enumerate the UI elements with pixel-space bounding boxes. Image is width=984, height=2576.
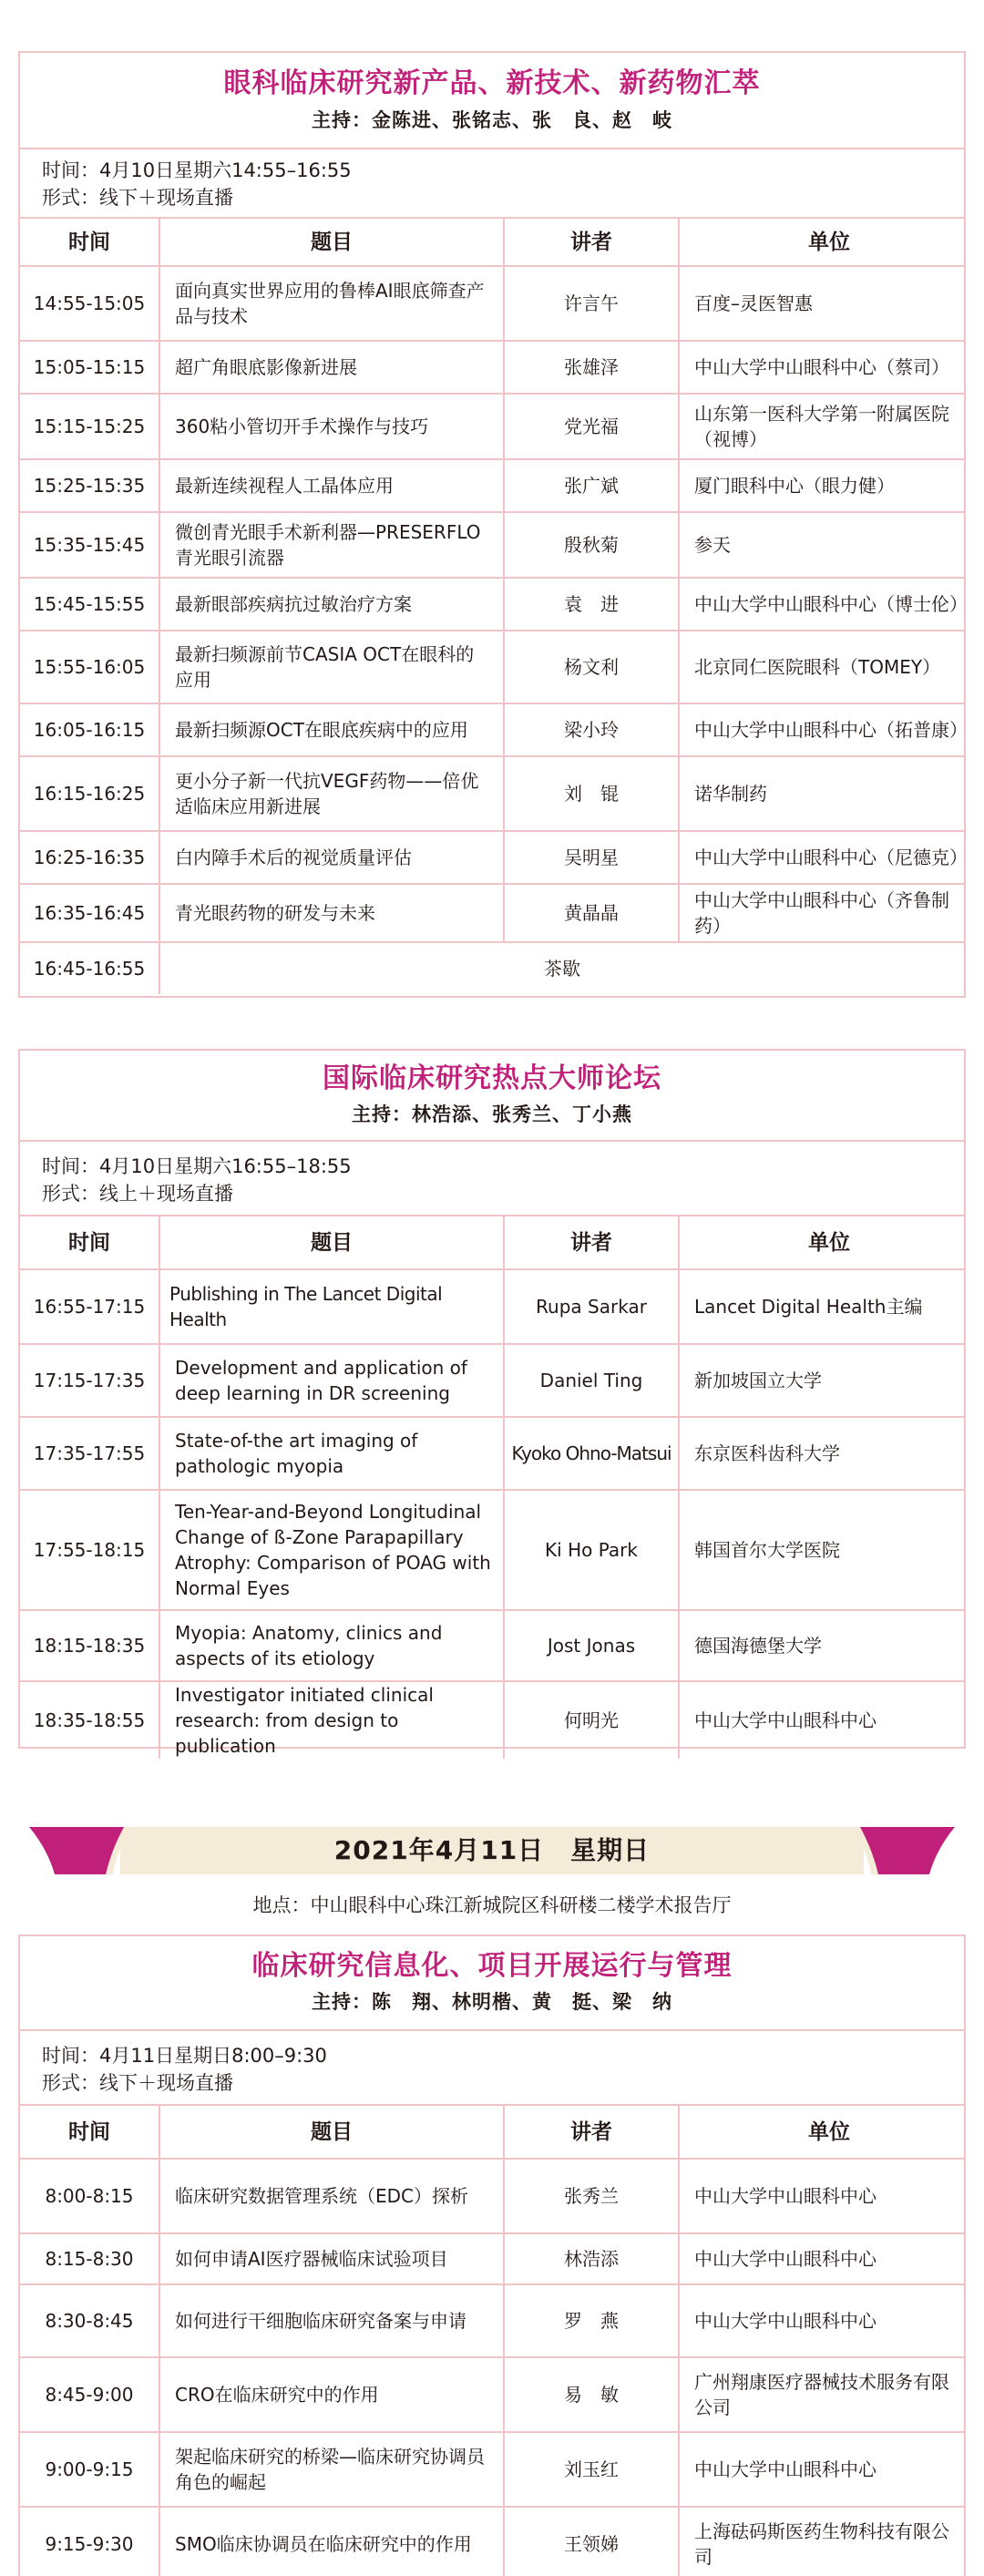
row-topic: CRO在临床研究中的作用: [159, 2357, 504, 2432]
row-time: 8:00-8:15: [20, 2159, 159, 2233]
table-row: [20, 2432, 964, 2507]
session-new-products: [18, 51, 966, 998]
schedule-table: [20, 1216, 964, 1759]
header-time: 时间: [20, 219, 159, 266]
table-row: [20, 2159, 964, 2233]
session-title: 国际临床研究热点大师论坛: [323, 1062, 661, 1094]
table-row: [20, 2357, 964, 2432]
row-topic: Investigator initiated clinical research: from design to publication: [159, 1681, 504, 1759]
row-speaker: 许言午: [504, 266, 679, 341]
schedule-table: [20, 219, 968, 994]
row-topic: Development and application of deep learning in DR screening: [159, 1344, 504, 1417]
header-unit: 单位: [679, 219, 964, 266]
row-topic: 360粘小管切开手术操作与技巧: [159, 394, 504, 459]
row-time: 9:15-9:30: [20, 2507, 159, 2576]
session-hosts: 主持：金陈进、张铭志、张 良、赵 岐: [312, 109, 672, 131]
header-time: 时间: [20, 1216, 159, 1269]
row-topic: 微创青光眼手术新利器—PRESERFLO青光眼引流器: [159, 512, 504, 578]
row-speaker: 何明光: [504, 1681, 679, 1759]
header-topic: 题目: [159, 219, 504, 266]
table-row: [20, 459, 964, 512]
header-unit: 单位: [679, 1216, 964, 1269]
row-time: 15:05-15:15: [20, 341, 159, 394]
row-time: 18:15-18:35: [20, 1610, 159, 1681]
row-topic: 最新扫频源前节CASIA OCT在眼科的应用: [159, 631, 504, 703]
table-row: [20, 631, 964, 703]
table-row: [20, 1681, 964, 1759]
row-time: 16:35-16:45: [20, 884, 159, 942]
row-unit: 厦门眼科中心（眼力健）: [679, 459, 964, 512]
row-unit: 中山大学中山眼科中心（博士伦）: [679, 578, 964, 631]
table-header-row: [20, 219, 964, 266]
row-time: 8:30-8:45: [20, 2284, 159, 2357]
row-time: 15:55-16:05: [20, 631, 159, 703]
row-time: 16:45-16:55: [20, 942, 159, 994]
row-topic: 最新连续视程人工晶体应用: [159, 459, 504, 512]
session-format: 形式：线下＋现场直播: [42, 2072, 233, 2094]
session-header: [20, 1936, 964, 2031]
session-info: [20, 149, 964, 219]
table-row-break: [20, 942, 964, 994]
row-unit: 中山大学中山眼科中心: [679, 2233, 964, 2284]
session-time: 时间：4月11日星期日8:00–9:30: [42, 2045, 327, 2067]
row-speaker: 梁小玲: [504, 703, 679, 756]
row-speaker: 刘玉红: [504, 2432, 679, 2507]
row-topic: Publishing in The Lancet Digital Health: [159, 1269, 504, 1344]
header-unit: 单位: [679, 2106, 964, 2159]
row-unit: 中山大学中山眼科中心: [694, 1709, 876, 1731]
session-time: 时间：4月10日星期六16:55–18:55: [42, 1155, 352, 1177]
row-unit: 韩国首尔大学医院: [679, 1490, 964, 1610]
row-time: 9:00-9:15: [20, 2432, 159, 2507]
row-unit: 中山大学中山眼科中心: [679, 2284, 964, 2357]
table-header-row: [20, 1216, 964, 1269]
row-time: 8:15-8:30: [20, 2233, 159, 2284]
schedule-table: [20, 2106, 964, 2576]
row-speaker: 党光福: [504, 394, 679, 459]
table-row: [20, 266, 964, 341]
venue-location: 地点：中山眼科中心珠江新城院区科研楼二楼学术报告厅: [252, 1894, 732, 1916]
row-unit: 中山大学中山眼科中心: [679, 2432, 964, 2507]
session-info: [20, 2031, 964, 2106]
row-time: 8:45-9:00: [20, 2357, 159, 2432]
row-time: 17:55-18:15: [20, 1490, 159, 1610]
table-row: [20, 1610, 964, 1681]
table-row: [20, 512, 964, 578]
row-speaker: 袁 进: [504, 578, 679, 631]
row-unit: 新加坡国立大学: [679, 1344, 964, 1417]
row-topic: Ten-Year-and-Beyond Longitudinal Change of ß-Zone Parapapillary Atrophy: Comparison of POAG with Normal Eyes: [159, 1490, 504, 1610]
table-row: [20, 703, 964, 756]
header-topic: 题目: [159, 2106, 504, 2159]
row-topic: 白内障手术后的视觉质量评估: [159, 831, 504, 884]
row-topic: State-of-the art imaging of pathologic myopia: [159, 1417, 504, 1490]
session-clinical-research-management: [18, 1935, 966, 2576]
table-row: [20, 1417, 964, 1490]
row-time: 16:15-16:25: [20, 756, 159, 831]
row-speaker: Ki Ho Park: [504, 1490, 679, 1610]
row-speaker: 杨文利: [504, 631, 679, 703]
header-time: 时间: [20, 2106, 159, 2159]
table-row: [20, 1344, 964, 1417]
table-row: [20, 884, 964, 942]
row-unit: 山东第一医科大学第一附属医院（视博）: [679, 394, 964, 459]
table-header-row: [20, 2106, 964, 2159]
row-speaker: Kyoko Ohno-Matsui: [504, 1417, 679, 1490]
header-speaker: 讲者: [504, 219, 679, 266]
row-unit: 德国海德堡大学: [679, 1610, 964, 1681]
row-speaker: Jost Jonas: [504, 1610, 679, 1681]
row-topic: 如何进行干细胞临床研究备案与申请: [159, 2284, 504, 2357]
row-time: 17:35-17:55: [20, 1417, 159, 1490]
table-row: [20, 2284, 964, 2357]
row-time: 16:55-17:15: [20, 1269, 159, 1344]
row-time: 17:15-17:35: [20, 1344, 159, 1417]
session-info: [20, 1142, 964, 1216]
session-title: 眼科临床研究新产品、新技术、新药物汇萃: [223, 67, 761, 99]
row-speaker: 罗 燕: [504, 2284, 679, 2357]
session-title: 临床研究信息化、项目开展运行与管理: [251, 1950, 733, 1982]
row-time: 14:55-15:05: [20, 266, 159, 341]
row-topic: 青光眼药物的研发与未来: [159, 884, 504, 942]
session-hosts: 主持：陈 翔、林明楷、黄 挺、梁 纳: [312, 1991, 672, 2013]
session-header: [20, 1051, 964, 1142]
table-row: [20, 1490, 964, 1610]
row-speaker: 易 敏: [504, 2357, 679, 2432]
row-unit: 北京同仁医院眼科（TOMEY）: [679, 631, 964, 703]
row-time: 15:35-15:45: [20, 512, 159, 578]
session-header: [20, 53, 964, 149]
row-speaker: 王领娣: [504, 2507, 679, 2576]
row-unit: 诺华制药: [679, 756, 964, 831]
row-unit: 上海砝码斯医药生物科技有限公司: [694, 2520, 949, 2568]
row-unit: 东京医科齿科大学: [679, 1417, 964, 1490]
row-unit: Lancet Digital Health主编: [679, 1269, 964, 1344]
row-speaker: 刘 锟: [504, 756, 679, 831]
session-format: 形式：线上＋现场直播: [42, 1183, 233, 1205]
tea-break-label: 茶歇: [544, 958, 580, 980]
row-topic: 超广角眼底影像新进展: [159, 341, 504, 394]
header-speaker: 讲者: [504, 1216, 679, 1269]
row-unit: 参天: [679, 512, 964, 578]
row-time: 15:25-15:35: [20, 459, 159, 512]
row-unit: 中山大学中山眼科中心（尼德克）: [679, 831, 964, 884]
row-topic: 最新眼部疾病抗过敏治疗方案: [159, 578, 504, 631]
row-time: 16:05-16:15: [20, 703, 159, 756]
row-unit: 中山大学中山眼科中心（蔡司）: [679, 341, 964, 394]
row-speaker: 吴明星: [504, 831, 679, 884]
row-topic: 临床研究数据管理系统（EDC）探析: [159, 2159, 504, 2233]
row-time: 16:25-16:35: [20, 831, 159, 884]
row-speaker: 张广斌: [504, 459, 679, 512]
table-row: [20, 831, 964, 884]
table-row: [20, 394, 964, 459]
row-topic: 如何申请AI医疗器械临床试验项目: [159, 2233, 504, 2284]
row-topic: 最新扫频源OCT在眼底疾病中的应用: [159, 703, 504, 756]
banner-date: 2021年4月11日 星期日: [333, 1835, 651, 1865]
row-unit: 广州翔康医疗器械技术服务有限公司: [679, 2357, 964, 2432]
row-speaker: 殷秋菊: [504, 512, 679, 578]
table-row: [20, 1269, 964, 1344]
row-time: 15:15-15:25: [20, 394, 159, 459]
row-time: 15:45-15:55: [20, 578, 159, 631]
row-topic: 更小分子新一代抗VEGF药物——倍优适临床应用新进展: [159, 756, 504, 831]
row-topic: Myopia: Anatomy, clinics and aspects of its etiology: [159, 1610, 504, 1681]
session-time: 时间：4月10日星期六14:55–16:55: [42, 159, 352, 181]
table-row: [20, 2507, 964, 2576]
table-row: [20, 756, 964, 831]
table-row: [20, 2233, 964, 2284]
header-speaker: 讲者: [504, 2106, 679, 2159]
date-banner: [29, 1827, 955, 1874]
row-unit: 中山大学中山眼科中心（齐鲁制药）: [679, 884, 964, 942]
row-speaker: Rupa Sarkar: [504, 1269, 679, 1344]
row-unit: 中山大学中山眼科中心: [679, 2159, 964, 2233]
table-row: [20, 341, 964, 394]
row-topic: 架起临床研究的桥梁—临床研究协调员角色的崛起: [159, 2432, 504, 2507]
row-time: 18:35-18:55: [20, 1681, 159, 1759]
row-topic: SMO临床协调员在临床研究中的作用: [159, 2507, 504, 2576]
row-topic: 面向真实世界应用的鲁棒AI眼底筛查产品与技术: [159, 266, 504, 341]
row-speaker: 张秀兰: [504, 2159, 679, 2233]
row-speaker: 林浩添: [504, 2233, 679, 2284]
header-topic: 题目: [159, 1216, 504, 1269]
row-speaker: 张雄泽: [504, 341, 679, 394]
session-format: 形式：线下＋现场直播: [42, 187, 233, 209]
session-international-forum: [18, 1049, 966, 1757]
row-speaker: 黄晶晶: [504, 884, 679, 942]
row-unit: 百度–灵医智惠: [679, 266, 964, 341]
session-hosts: 主持：林浩添、张秀兰、丁小燕: [352, 1103, 632, 1125]
row-speaker: Daniel Ting: [504, 1344, 679, 1417]
table-row: [20, 578, 964, 631]
row-unit: 中山大学中山眼科中心（拓普康）: [679, 703, 964, 756]
